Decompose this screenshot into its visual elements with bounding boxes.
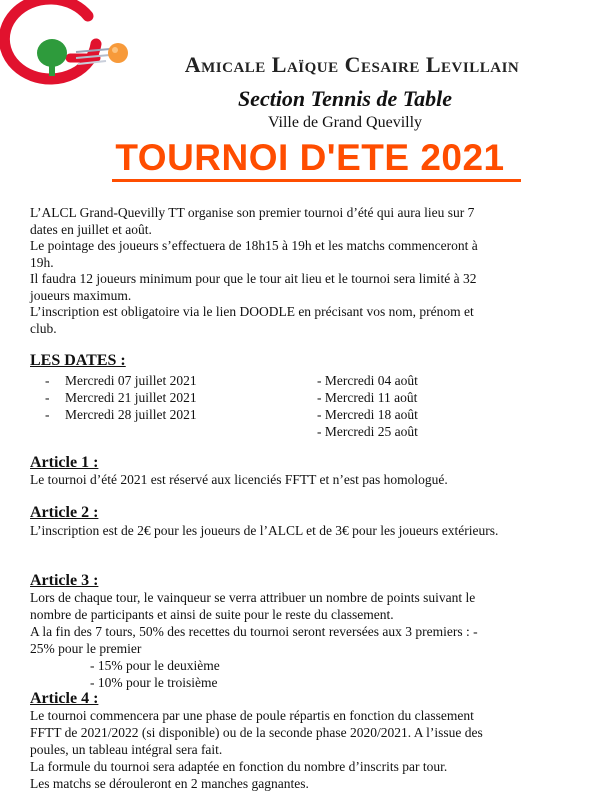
date-item: - Mercredi 25 août (317, 424, 418, 439)
city-name: Ville de Grand Quevilly (267, 114, 423, 131)
date-item: - Mercredi 18 août (317, 407, 418, 422)
article-3-heading: Article 3 : (30, 572, 99, 589)
intro-line: L’inscription est obligatoire via le lien DOODLE en précisant vos nom, prénom et club. (30, 304, 474, 336)
club-name: Amicale Laïque Cesaire Levillain (184, 52, 520, 77)
date-item: - Mercredi 07 juillet 2021 (45, 373, 197, 388)
article-4-text: Le tournoi commencera par une phase de poule répartis en fonction du classement FFTT de 2021/2022 (si disponible) ou de la seconde phase 2020/2021. A l’issue des poules, un tableau intégral sera fait. La formule du tournoi sera adaptée en fonction du nombre d’inscrits par tour. Les matchs se dérouleront en 2 manches gagnantes. (30, 708, 483, 791)
intro-line: Il faudra 12 joueurs minimum pour que le tour ait lieu et le tournoi sera limité à 32 joueurs maximum. (30, 271, 477, 303)
date-item: - Mercredi 28 juillet 2021 (45, 407, 197, 422)
intro-line: Le pointage des joueurs s’effectuera de 18h15 à 19h et les matchs commenceront à 19h. (30, 238, 478, 270)
club-logo (0, 0, 135, 100)
article-2-text: L’inscription est de 2€ pour les joueurs de l’ALCL et de 3€ pour les joueurs extérieurs. (30, 523, 499, 538)
article-2-heading: Article 2 : (30, 504, 99, 521)
article-1-text: Le tournoi d’été 2021 est réservé aux licenciés FFTT et n’est pas homologué. (30, 472, 448, 487)
tournament-title: TOURNOI D'ETE 2021 (115, 137, 505, 178)
intro-line: L’ALCL Grand-Quevilly TT organise son premier tournoi d’été qui aura lieu sur 7 dates en juillet et août. (30, 205, 475, 237)
article-4-heading: Article 4 : (30, 690, 99, 707)
dates-list-august (317, 372, 467, 440)
date-item: - Mercredi 21 juillet 2021 (45, 390, 197, 405)
dates-heading: LES DATES : (30, 352, 126, 369)
date-item: - Mercredi 11 août (317, 390, 418, 405)
date-item: - Mercredi 04 août (317, 373, 418, 388)
article-1-heading: Article 1 : (30, 454, 99, 471)
title-underline (112, 179, 521, 182)
dates-list-july (45, 372, 295, 423)
intro-text (30, 205, 500, 337)
section-title: Section Tennis de Table (237, 86, 453, 111)
article-3-text: Lors de chaque tour, le vainqueur se verra attribuer un nombre de points suivant le nombre de participants et ainsi de suite pour le reste du classement. A la fin des 7 tours, 50% des recettes du tournoi seront reversées aux 3 premiers : - 25% pour le premier - 15% pour le deuxième - 10% pour le troisième (30, 590, 478, 690)
